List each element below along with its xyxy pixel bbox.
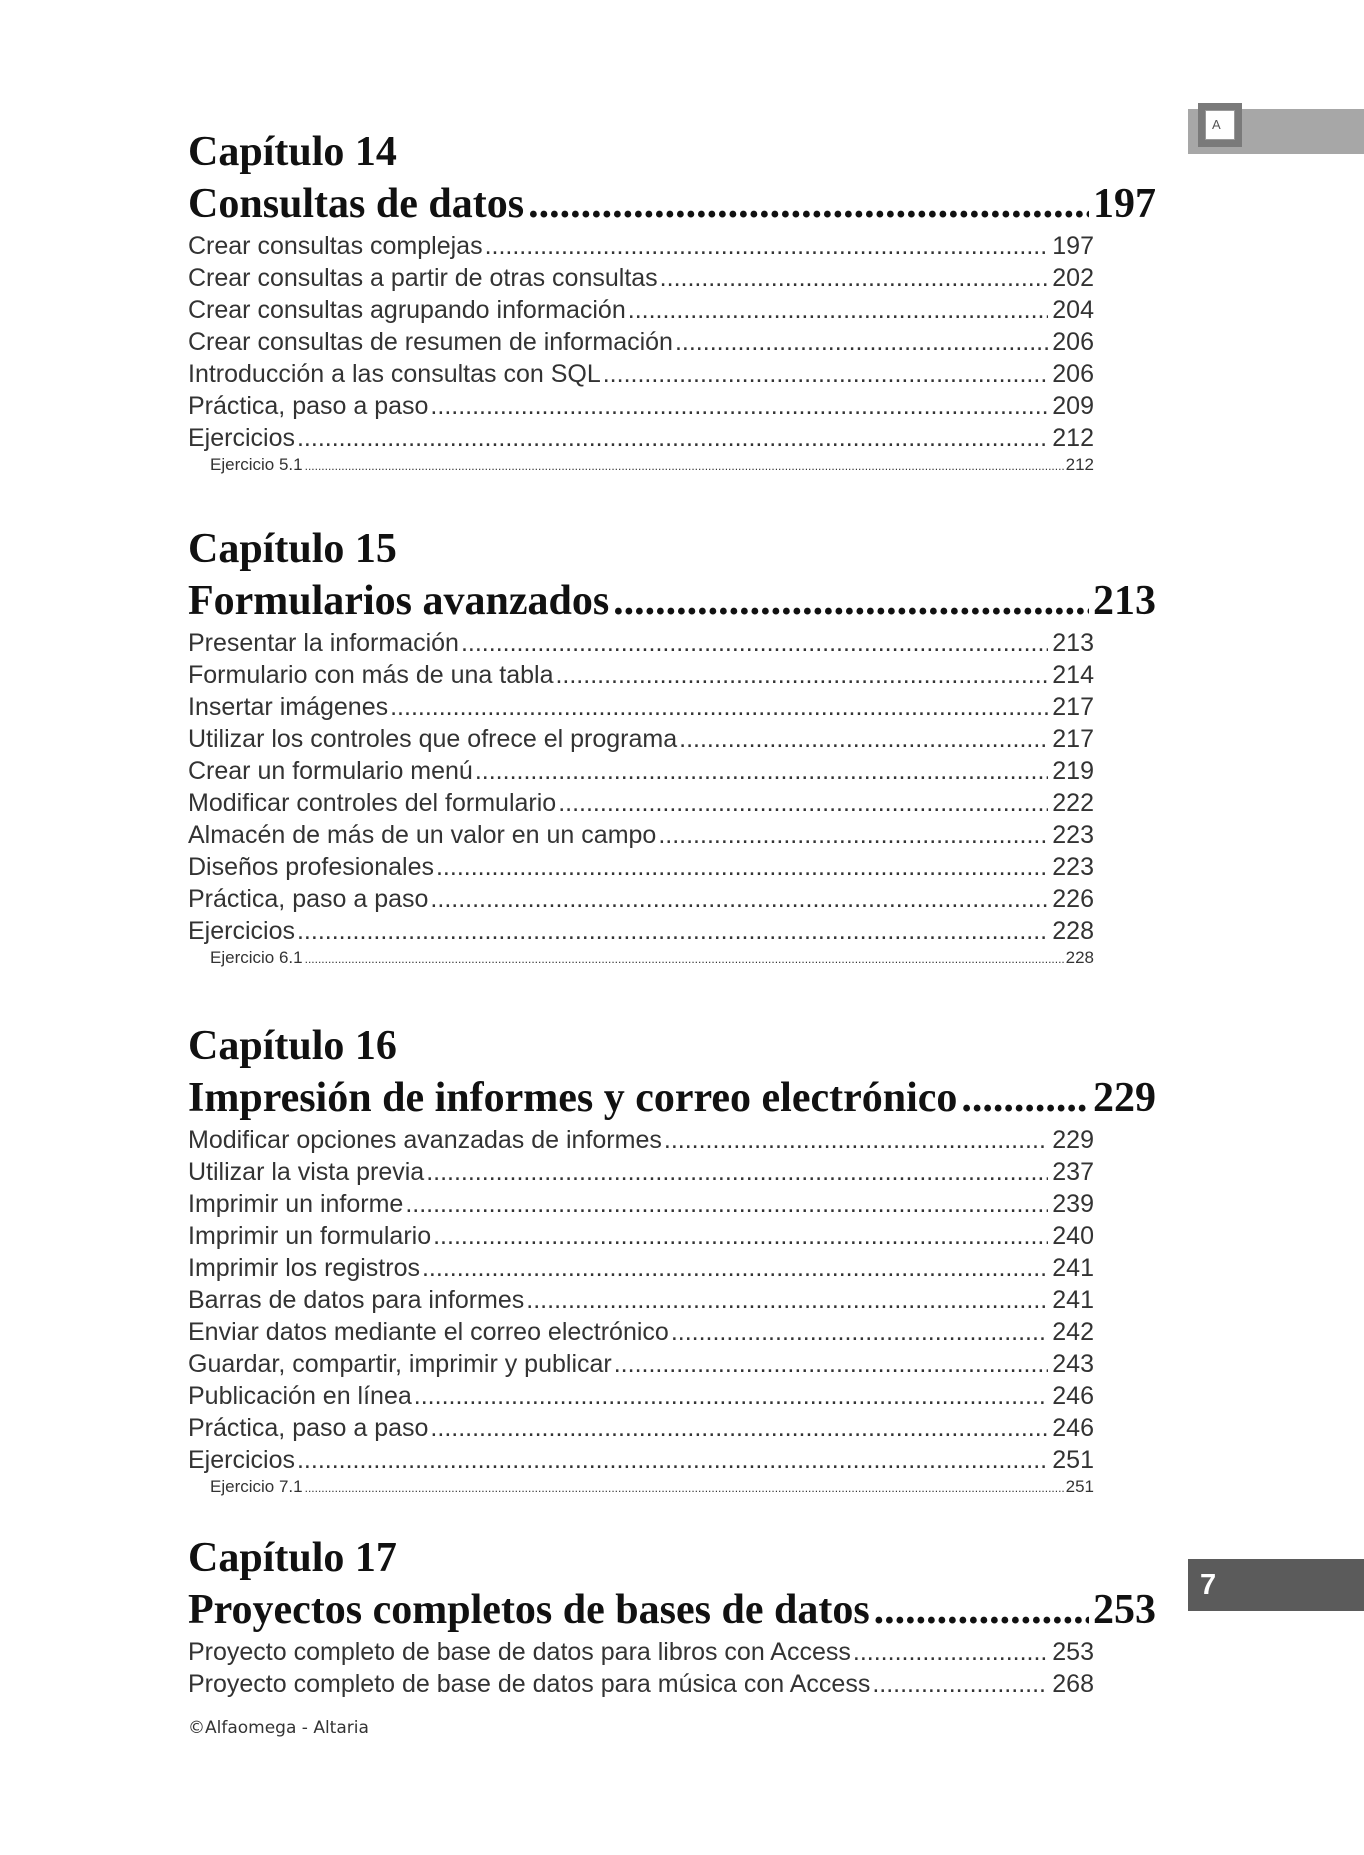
chapter-15 xyxy=(188,523,1156,970)
toc-entry: Modificar opciones avanzadas de informes ..... 229 xyxy=(188,1124,1094,1156)
chapter-title-text: Formularios avanzados xyxy=(188,578,610,624)
toc-entry: Ejercicios ..... 228 xyxy=(188,915,1094,947)
toc-entry: Formulario con más de una tabla ..... 214 xyxy=(188,659,1094,691)
chapter-label: Capítulo 17 xyxy=(188,1535,397,1581)
toc-entry: Práctica, paso a paso ..... 246 xyxy=(188,1412,1094,1444)
entry-list xyxy=(188,1124,1094,1499)
toc-entry: Utilizar los controles que ofrece el programa ..... 217 xyxy=(188,723,1094,755)
toc-entry: Publicación en línea ..... 246 xyxy=(188,1380,1094,1412)
chapter-title-text: Consultas de datos xyxy=(188,181,525,227)
toc-entry: Guardar, compartir, imprimir y publicar ..... 243 xyxy=(188,1348,1094,1380)
dot-leader xyxy=(874,1584,1089,1636)
toc-entry: Almacén de más de un valor en un campo ..... 223 xyxy=(188,819,1094,851)
chapter-page: 253 xyxy=(1093,1587,1156,1633)
toc-entry: Imprimir un formulario ..... 240 xyxy=(188,1220,1094,1252)
toc-entry: Crear consultas de resumen de información ..... 206 xyxy=(188,326,1094,358)
toc-entry: Insertar imágenes ..... 217 xyxy=(188,691,1094,723)
entry-list xyxy=(188,627,1094,970)
chapter-page: 197 xyxy=(1093,181,1156,227)
dot-leader xyxy=(961,1072,1089,1124)
chapter-label: Capítulo 15 xyxy=(188,526,397,572)
access-app-icon xyxy=(1198,103,1242,147)
toc-entry: Imprimir un informe ..... 239 xyxy=(188,1188,1094,1220)
toc-entry: Crear un formulario menú ..... 219 xyxy=(188,755,1094,787)
chapter-title-text: Proyectos completos de bases de datos xyxy=(188,1587,870,1633)
toc-entry: Imprimir los registros ..... 241 xyxy=(188,1252,1094,1284)
chapter-16 xyxy=(188,1020,1156,1499)
chapter-title xyxy=(188,575,1156,627)
footer-copyright: ©Alfaomega - Altaria xyxy=(188,1718,369,1738)
toc-entry: Crear consultas agrupando información ..... 204 xyxy=(188,294,1094,326)
toc-entry: Crear consultas complejas ..... 197 xyxy=(188,230,1094,262)
toc-subentry: Ejercicio 5.1 ..... 212 xyxy=(188,454,1094,477)
toc-entry: Crear consultas a partir de otras consultas ..... 202 xyxy=(188,262,1094,294)
chapter-title xyxy=(188,1584,1156,1636)
page-number-tab: 7 xyxy=(1188,1559,1364,1611)
toc-subentry: Ejercicio 6.1 ..... 228 xyxy=(188,947,1094,970)
toc-entry: Diseños profesionales ..... 223 xyxy=(188,851,1094,883)
toc-entry: Proyecto completo de base de datos para música con Access ..... 268 xyxy=(188,1668,1094,1700)
toc-subentry: Ejercicio 7.1 ..... 251 xyxy=(188,1476,1094,1499)
dot-leader xyxy=(528,178,1089,230)
icon-letter: A xyxy=(1205,110,1235,140)
chapter-title xyxy=(188,178,1156,230)
entry-list xyxy=(188,1636,1094,1700)
toc-entry: Barras de datos para informes ..... 241 xyxy=(188,1284,1094,1316)
chapter-title xyxy=(188,1072,1156,1124)
chapter-14 xyxy=(188,126,1156,477)
chapter-17 xyxy=(188,1532,1156,1700)
chapter-label: Capítulo 16 xyxy=(188,1023,397,1069)
chapter-label: Capítulo 14 xyxy=(188,129,397,175)
toc-entry: Presentar la información ..... 213 xyxy=(188,627,1094,659)
toc-entry: Práctica, paso a paso ..... 226 xyxy=(188,883,1094,915)
dot-leader xyxy=(613,575,1089,627)
toc-entry: Enviar datos mediante el correo electrónico ..... 242 xyxy=(188,1316,1094,1348)
toc-entry: Práctica, paso a paso ..... 209 xyxy=(188,390,1094,422)
toc-entry: Ejercicios ..... 212 xyxy=(188,422,1094,454)
toc-entry: Introducción a las consultas con SQL ..... 206 xyxy=(188,358,1094,390)
toc-entry: Modificar controles del formulario ..... 222 xyxy=(188,787,1094,819)
chapter-title-text: Impresión de informes y correo electrónico xyxy=(188,1075,958,1121)
toc-entry: Ejercicios ..... 251 xyxy=(188,1444,1094,1476)
chapter-page: 229 xyxy=(1093,1075,1156,1121)
toc-entry: Proyecto completo de base de datos para libros con Access ..... 253 xyxy=(188,1636,1094,1668)
entry-list xyxy=(188,230,1094,477)
toc-entry: Utilizar la vista previa ..... 237 xyxy=(188,1156,1094,1188)
chapter-page: 213 xyxy=(1093,578,1156,624)
